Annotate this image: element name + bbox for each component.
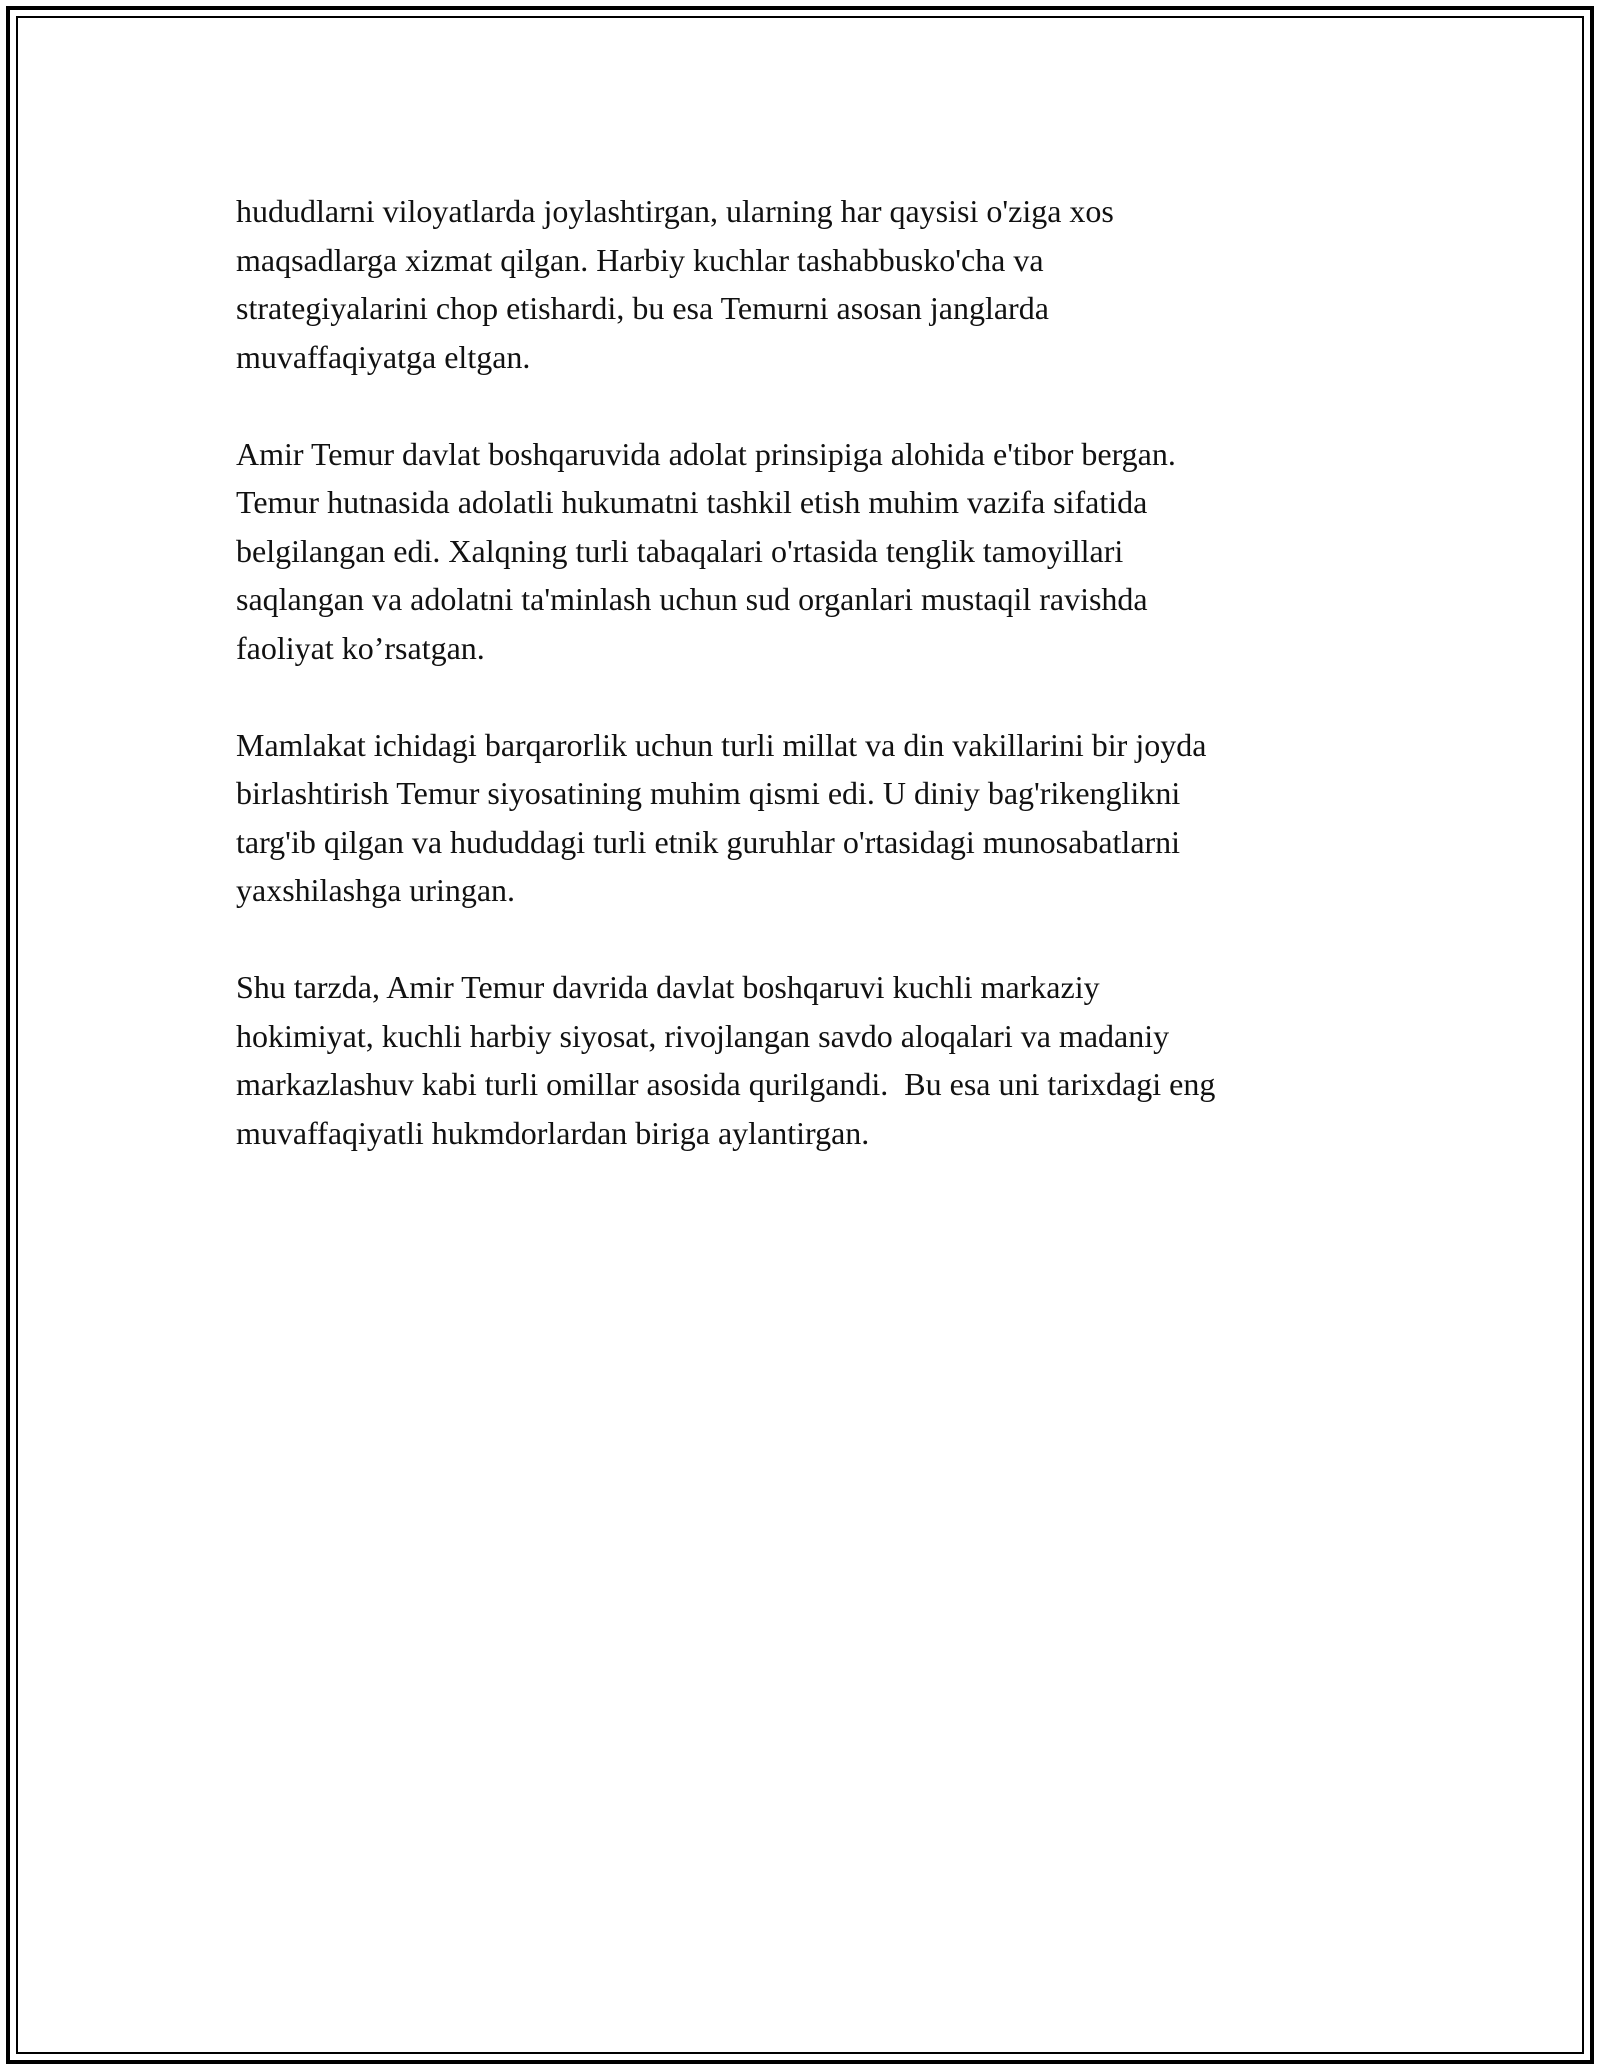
text-line: targ'ib qilgan va hududdagi turli etnik guruhlar o'rtasidagi munosabatlarni [236, 823, 1181, 860]
text-line: birlashtirish Temur siyosatining muhim qismi edi. U diniy bag'rikenglikni [236, 775, 1181, 811]
text-line: belgilangan edi. Xalqning turli tabaqalari o'rtasida tenglik tamoyillari [236, 532, 1124, 569]
text-line: markazlashuv kabi turli omillar asosida qurilgandi. Bu esa uni tarixdagi eng [236, 1066, 1216, 1102]
text-line: Shu tarzda, Amir Temur davrida davlat boshqaruvi kuchli markaziy [236, 969, 1100, 1005]
text-line: Amir Temur davlat boshqaruvida adolat prinsipiga alohida e'tibor bergan. [236, 435, 1176, 472]
text-line: hokimiyat, kuchli harbiy siyosat, rivojlangan savdo aloqalari va madaniy [236, 1017, 1170, 1054]
document-body [236, 187, 1376, 1206]
paragraph [236, 430, 1376, 673]
text-line: Temur hutnasida adolatli hukumatni tashkil etish muhim vazifa sifatida [236, 484, 1148, 520]
paragraph [236, 187, 1376, 381]
text-line: saqlangan va adolatni ta'minlash uchun sud organlari mustaqil ravishda [236, 581, 1148, 617]
text-line: muvaffaqiyatli hukmdorlardan biriga aylantirgan. [236, 1114, 870, 1151]
text-line: muvaffaqiyatga eltgan. [236, 338, 531, 375]
text-line: yaxshilashga uringan. [236, 872, 516, 908]
paragraph [236, 721, 1376, 915]
text-line: faoliyat ko’rsatgan. [236, 629, 485, 666]
text-line: strategiyalarini chop etishardi, bu esa Temurni asosan janglarda [236, 290, 1049, 326]
text-line: maqsadlarga xizmat qilgan. Harbiy kuchlar tashabbusko'cha va [236, 241, 1044, 278]
text-line: hududlarni viloyatlarda joylashtirgan, ularning har qaysisi o'ziga xos [236, 193, 1114, 229]
text-line: Mamlakat ichidagi barqarorlik uchun turli millat va din vakillarini bir joyda [236, 726, 1207, 763]
paragraph [236, 963, 1376, 1157]
